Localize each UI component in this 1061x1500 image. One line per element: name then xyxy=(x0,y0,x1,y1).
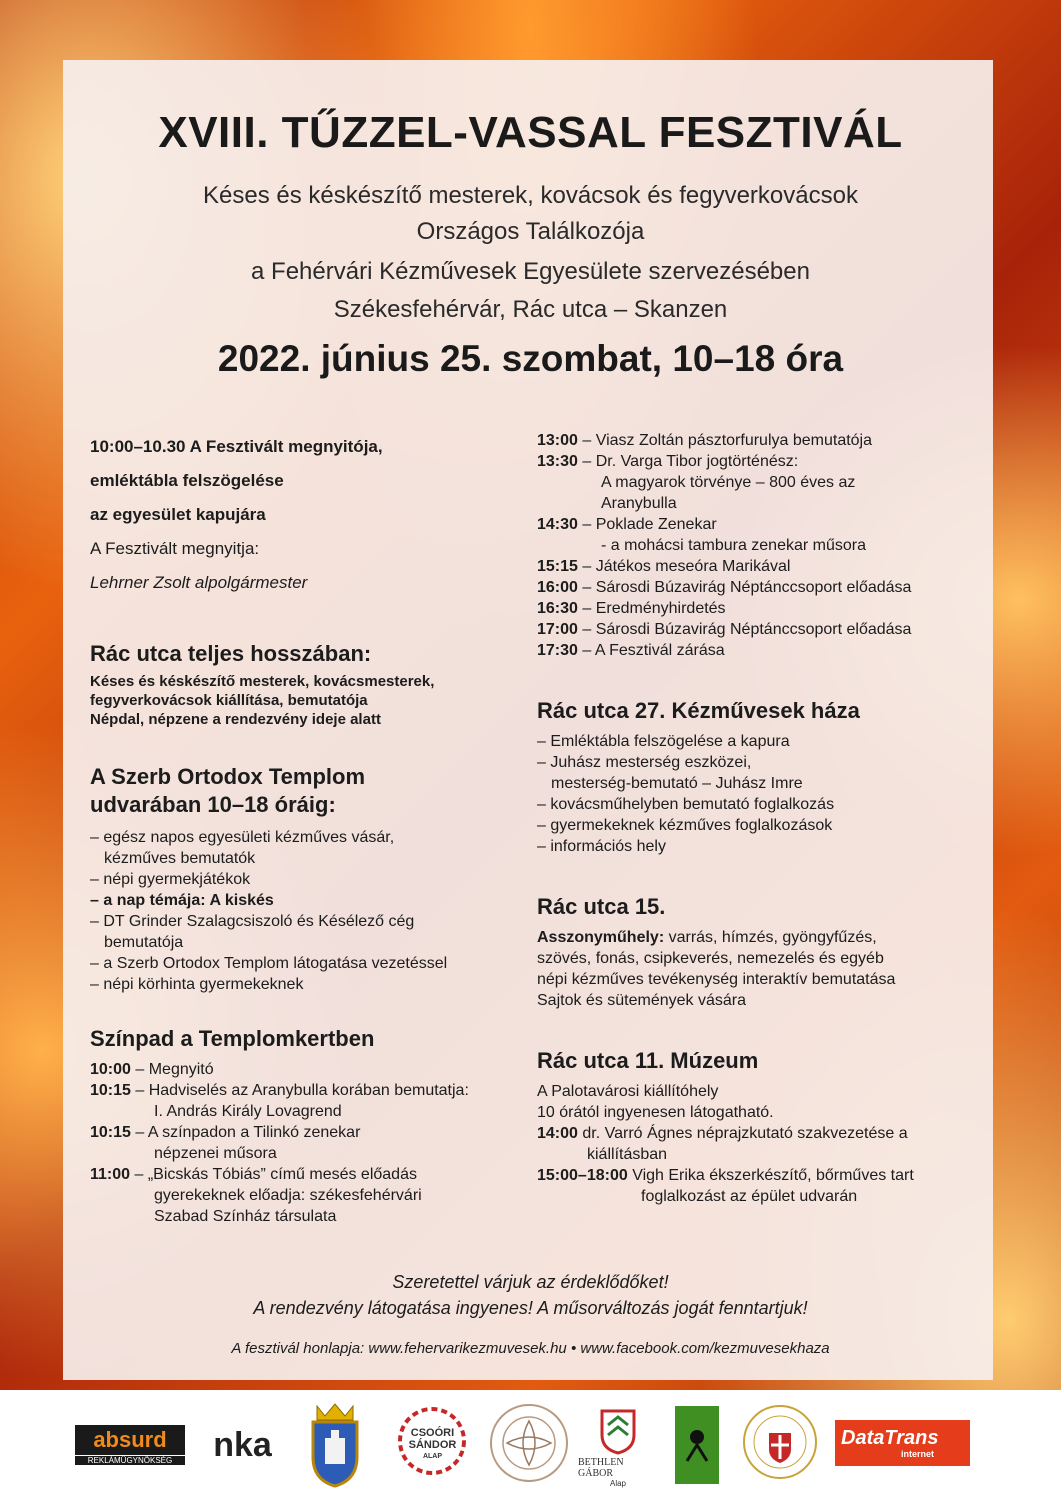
szinpad-section xyxy=(90,1025,520,1227)
footer-links: A fesztivál honlapja: www.fehervarikezmuvesek.hu • www.facebook.com/kezmuvesekhaza xyxy=(231,1340,830,1357)
list-item: – a Szerb Ortodox Templom látogatása vezetéssel xyxy=(90,955,448,972)
rac11-section xyxy=(537,1047,977,1207)
schedule-row: 16:00 – Sárosdi Búzavirág Néptánccsoport előadása xyxy=(537,579,912,596)
opening-line: 10:00–10.30 A Fesztivált megnyitója, xyxy=(90,437,383,456)
list-item: kézműves bemutatók xyxy=(104,850,256,867)
list-item: 14:00 dr. Varró Ágnes néprajzkutató szakvezetése a xyxy=(537,1125,908,1142)
schedule-row-cont: Aranybulla xyxy=(601,495,677,512)
serbian-self-government-seal-icon xyxy=(740,1402,820,1482)
schedule-row: 10:15 – A színpadon a Tilinkó zenekar xyxy=(90,1124,361,1141)
list-item: – népi körhinta gyermekeknek xyxy=(90,976,304,993)
list-item: – Emléktábla felszögelése a kapura xyxy=(537,733,790,750)
list-item: bemutatója xyxy=(104,934,184,951)
list-item: fegyverkovácsok kiállítása, bemutatója xyxy=(90,692,368,709)
section-heading: udvarában 10–18 óráig: xyxy=(90,792,336,817)
green-emblem-icon xyxy=(675,1406,719,1484)
subtitle-line-2: Országos Találkozója xyxy=(416,218,645,245)
list-item: – egész napos egyesületi kézműves vásár, xyxy=(90,829,395,846)
list-item: – gyermekeknek kézműves foglalkozások xyxy=(537,817,833,834)
schedule-row-cont: I. András Király Lovagrend xyxy=(154,1103,342,1120)
left-column xyxy=(90,430,520,1227)
absurd-logo-sub: REKLÁMÜGYNÖKSÉG xyxy=(75,1456,185,1465)
opening-line: A Fesztivált megnyitja: xyxy=(90,539,260,558)
list-item: Népdal, népzene a rendezvény ideje alatt xyxy=(90,711,381,728)
festival-title: XVIII. TŰZZEL-VASSAL FESZTIVÁL xyxy=(158,108,903,157)
section-heading: Színpad a Templomkertben xyxy=(90,1026,375,1051)
schedule-row-cont: népzenei műsora xyxy=(154,1145,277,1162)
schedule-row-cont: A magyarok törvénye – 800 éves az xyxy=(601,474,856,491)
sponsor-logo-strip xyxy=(0,1390,1061,1500)
schedule-row-cont: gyerekeknek előadja: székesfehérvári xyxy=(154,1187,422,1204)
list-item: Sajtok és sütemények vására xyxy=(537,992,746,1009)
opening-line: emléktábla felszögelése xyxy=(90,471,284,490)
right-column xyxy=(537,430,977,1207)
schedule-row: 10:00 – Megnyitó xyxy=(90,1061,214,1078)
schedule-row: 17:00 – Sárosdi Búzavirág Néptánccsoport előadása xyxy=(537,621,912,638)
list-item: – kovácsműhelyben bemutató foglalkozás xyxy=(537,796,835,813)
opening-line: az egyesület kapujára xyxy=(90,505,266,524)
bethlen-logo-sub: Alap xyxy=(609,1478,626,1488)
list-item: 15:00–18:00 Vigh Erika ékszerkészítő, bőrműves tart xyxy=(537,1167,914,1184)
list-item: – Juhász mesterség eszközei, xyxy=(537,754,752,771)
list-item: – népi gyermekjátékok xyxy=(90,871,251,888)
subtitle-line-4: Székesfehérvár, Rác utca – Skanzen xyxy=(333,296,728,323)
schedule-row-cont: - a mohácsi tambura zenekar műsora xyxy=(601,537,866,554)
bethlen-shield-icon xyxy=(598,1407,638,1455)
schedule-row-cont: Szabad Színház társulata xyxy=(154,1208,337,1225)
subtitle-line-1: Késes és késkészítő mesterek, kovácsok és fegyverkovácsok xyxy=(203,182,858,209)
coat-of-arms-icon xyxy=(305,1400,365,1490)
event-date: 2022. június 25. szombat, 10–18 óra xyxy=(217,338,844,379)
csoori-logo-text: ALAP xyxy=(422,1453,443,1460)
datatrans-logo-text: DataTrans xyxy=(841,1427,939,1449)
list-item: szövés, fonás, csipkeverés, nemezelés és egyéb xyxy=(537,950,884,967)
datatrans-logo-sub: internet xyxy=(901,1449,935,1459)
list-item: A Palotavárosi kiállítóhely xyxy=(537,1083,719,1100)
section-heading: Rác utca 27. Kézművesek háza xyxy=(537,698,860,723)
bethlen-logo-text: BETHLEN GÁBOR xyxy=(578,1456,624,1479)
afternoon-schedule xyxy=(537,430,977,661)
schedule-row: 11:00 – „Bicskás Tóbiás” című mesés előadás xyxy=(90,1166,417,1183)
list-item: – információs hely xyxy=(537,838,666,855)
section-heading: Rác utca 15. xyxy=(537,894,666,919)
schedule-row: 17:30 – A Fesztivál zárása xyxy=(537,642,725,659)
rac-full-section xyxy=(90,640,520,729)
opening-section xyxy=(90,430,520,600)
nka-logo: nka xyxy=(213,1425,272,1464)
schedule-row: 13:30 – Dr. Varga Tibor jogtörténész: xyxy=(537,453,799,470)
schedule-row: 15:15 – Játékos meseóra Marikával xyxy=(537,558,791,575)
csoori-logo-text: SÁNDOR xyxy=(408,1439,457,1451)
opening-speaker: Lehrner Zsolt alpolgármester xyxy=(90,573,308,592)
section-heading: A Szerb Ortodox Templom xyxy=(90,764,366,789)
list-item: Késes és késkészítő mesterek, kovácsmesterek, xyxy=(90,673,435,690)
schedule-row: 14:30 – Poklade Zenekar xyxy=(537,516,717,533)
list-item: 10 órától ingyenesen látogatható. xyxy=(537,1104,774,1121)
rac27-section xyxy=(537,697,977,857)
szerb-section xyxy=(90,763,520,995)
rac15-section xyxy=(537,893,977,1011)
footer-note: A rendezvény látogatása ingyenes! A műsorváltozás jogát fenntartjuk! xyxy=(253,1298,808,1318)
schedule-row: 13:00 – Viasz Zoltán pásztorfurulya bemutatója xyxy=(537,432,873,449)
schedule-row: 16:30 – Eredményhirdetés xyxy=(537,600,726,617)
absurd-logo xyxy=(75,1415,185,1475)
list-item: népi kézműves tevékenység interaktív bemutatása xyxy=(537,971,896,988)
footer-welcome: Szeretettel várjuk az érdeklődőket! xyxy=(392,1272,669,1292)
list-item: Asszonyműhely: varrás, hímzés, gyöngyfűzés, xyxy=(537,929,877,946)
list-item-cont: foglalkozást az épület udvarán xyxy=(641,1188,858,1205)
section-heading: Rác utca teljes hosszában: xyxy=(90,641,372,666)
absurd-logo-text: absurd xyxy=(93,1427,167,1452)
list-item: – a nap témája: A kiskés xyxy=(90,892,274,909)
datatrans-logo xyxy=(835,1420,970,1466)
section-heading: Rác utca 11. Múzeum xyxy=(537,1048,759,1073)
subtitle-line-3: a Fehérvári Kézművesek Egyesülete szervezésében xyxy=(251,258,810,285)
kezmuvesek-egyesulete-seal-icon xyxy=(488,1402,570,1484)
list-item: mesterség-bemutató – Juhász Imre xyxy=(551,775,803,792)
csoori-sandor-logo xyxy=(395,1405,470,1485)
csoori-logo-text: CSOÓRI xyxy=(410,1427,455,1439)
schedule-row: 10:15 – Hadviselés az Aranybulla korában bemutatja: xyxy=(90,1082,469,1099)
list-item-cont: kiállításban xyxy=(587,1146,668,1163)
bethlen-gabor-alap-logo xyxy=(578,1402,658,1492)
list-item: – DT Grinder Szalagcsiszoló és Késélező cég xyxy=(90,913,415,930)
